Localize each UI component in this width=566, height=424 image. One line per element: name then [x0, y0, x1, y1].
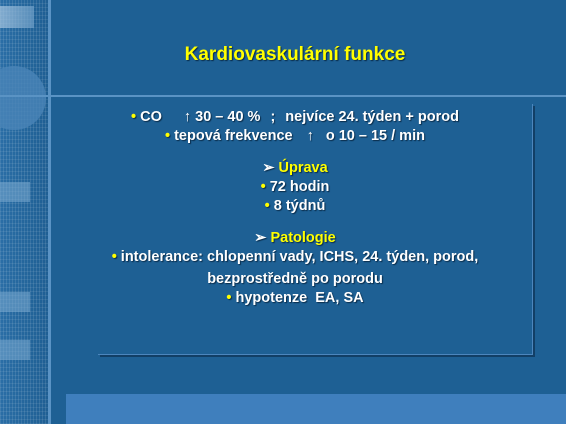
list-item	[70, 197, 520, 216]
bullet-icon: •	[226, 290, 232, 306]
section-heading-label: Patologie	[270, 230, 336, 246]
section-heading-label: Úprava	[278, 160, 328, 176]
co-line	[70, 108, 520, 127]
list-item	[70, 248, 520, 267]
section-heading-uprava	[70, 159, 520, 178]
left-texture-strip	[0, 0, 48, 424]
hr-label: tepová frekvence	[174, 128, 293, 144]
hr-value: o 10 – 15 / min	[325, 128, 425, 144]
bullet-icon: •	[111, 249, 117, 265]
list-item	[70, 178, 520, 197]
vertical-divider	[48, 0, 51, 424]
left-decor-block	[0, 340, 30, 360]
left-decor-block	[0, 292, 30, 312]
horizontal-divider	[0, 95, 566, 97]
arrow-bullet-icon: ➢	[254, 230, 267, 246]
bottom-bar	[66, 394, 566, 424]
list-item-text: 8 týdnů	[273, 198, 326, 214]
list-item-text: hypotenze EA, SA	[235, 290, 364, 306]
section-heading-patologie	[70, 229, 520, 248]
co-separator: ;	[270, 109, 276, 125]
co-value: 30 – 40 %	[195, 109, 261, 125]
list-item-text: 72 hodin	[269, 179, 330, 195]
bullet-icon: •	[165, 128, 171, 144]
slide-title: Kardiovaskulární funkce	[184, 44, 406, 65]
co-note: nejvíce 24. týden + porod	[285, 109, 459, 125]
bullet-icon: •	[131, 109, 137, 125]
bullet-icon: •	[264, 198, 270, 214]
list-item	[70, 289, 520, 308]
up-arrow-icon: ↑	[306, 128, 314, 144]
co-label: CO	[140, 109, 162, 125]
list-item-text: bezprostředně po porodu	[207, 271, 383, 287]
bullet-icon: •	[260, 179, 266, 195]
list-item-text: intolerance: chlopenní vady, ICHS, 24. týden, porod,	[120, 249, 479, 265]
slide-content	[70, 108, 520, 308]
left-decor-block	[0, 182, 30, 202]
arrow-bullet-icon: ➢	[262, 160, 275, 176]
up-arrow-icon: ↑	[183, 109, 192, 125]
hr-line	[70, 127, 520, 146]
list-item-continuation	[70, 270, 520, 289]
left-decor-block	[0, 6, 34, 28]
